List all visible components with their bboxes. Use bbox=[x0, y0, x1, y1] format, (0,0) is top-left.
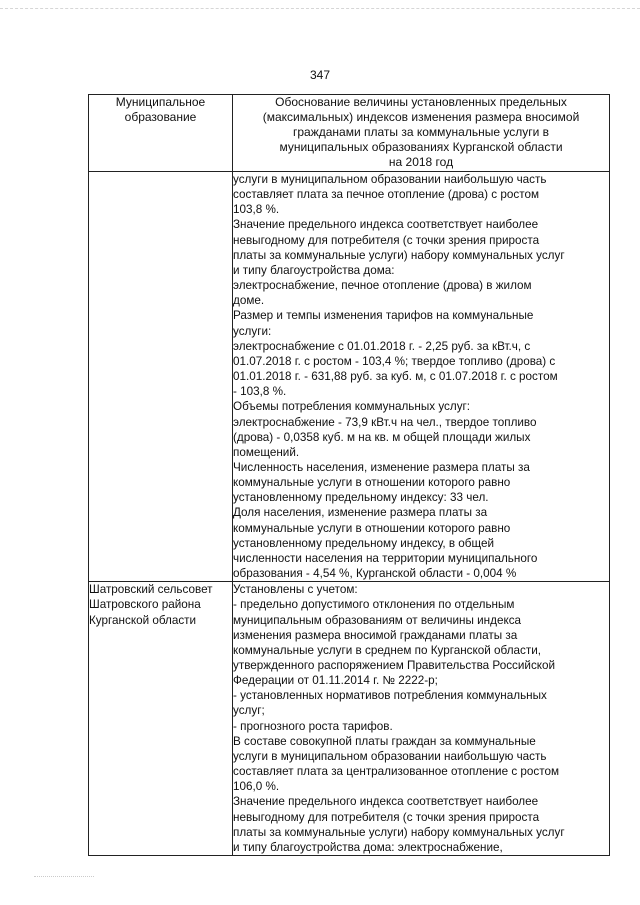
text-line: муниципальным образованиям от величины индекса bbox=[233, 613, 522, 627]
text-line: (дрова) - 0,0358 куб. м на кв. м общей площади жилых bbox=[233, 430, 531, 444]
text-line: Шатровский сельсовет bbox=[89, 583, 213, 597]
table-row bbox=[89, 582, 610, 856]
text-line: утвержденного распоряжением Правительства Российской bbox=[233, 659, 556, 672]
justification-cell bbox=[233, 582, 610, 856]
justification-cell bbox=[233, 172, 610, 582]
text-line: невыгодному для потребителя (с точки зрения прироста bbox=[233, 233, 540, 247]
text-line: электроснабжение - 73,9 кВт.ч на чел., твердое топливо bbox=[233, 415, 537, 429]
text-line: помещений. bbox=[233, 445, 300, 459]
text-line: Шатровского района bbox=[89, 598, 201, 612]
text-line: Курганской области bbox=[89, 613, 197, 627]
text-line: - предельно допустимого отклонения по отдельным bbox=[233, 598, 515, 612]
text-line: 01.01.2018 г. - 631,88 руб. за куб. м, с 01.07.2018 г. с ростом bbox=[233, 370, 558, 384]
text-line: Установлены с учетом: bbox=[233, 583, 358, 597]
text-line: составляет плата за централизованное отопление с ростом bbox=[233, 765, 560, 779]
text-line: коммунальные услуги в отношении которого равно bbox=[233, 521, 511, 535]
text-line: невыгодному для потребителя (с точки зрения прироста bbox=[233, 810, 540, 824]
text-line: - прогнозного роста тарифов. bbox=[233, 719, 393, 733]
header-justification-line: муниципальных образованиях Курганской области bbox=[279, 140, 563, 154]
header-municipality bbox=[89, 95, 233, 172]
text-line: 103,8 %. bbox=[233, 203, 280, 217]
header-justification-line: на 2018 год bbox=[388, 155, 454, 169]
page-number: 347 bbox=[309, 68, 331, 82]
text-line: Объемы потребления коммунальных услуг: bbox=[233, 400, 471, 414]
text-line: услуг; bbox=[233, 704, 265, 718]
text-line: Значение предельного индекса соответствует наиболее bbox=[233, 218, 539, 232]
text-line: 106,0 %. bbox=[233, 780, 280, 794]
text-line: и типу благоустройства дома: электроснабжение, bbox=[233, 840, 503, 854]
header-justification bbox=[233, 95, 610, 172]
scan-edge-artifact bbox=[34, 876, 94, 879]
text-line: услуги: bbox=[233, 324, 272, 338]
header-municipality-line: образование bbox=[124, 110, 197, 124]
text-line: составляет плата за печное отопление (дрова) с ростом bbox=[233, 188, 540, 202]
text-line: платы за коммунальные услуги) набору коммунальных услуг bbox=[233, 248, 565, 262]
text-line: коммунальные услуги в отношении которого равно bbox=[233, 476, 511, 490]
table-header-row bbox=[89, 95, 610, 172]
header-justification-line: гражданами платы за коммунальные услуги в bbox=[292, 125, 550, 139]
text-line: Федерации от 01.11.2014 г. № 2222-р; bbox=[233, 674, 438, 688]
header-justification-line: Обоснование величины установленных предельных bbox=[275, 95, 567, 109]
text-line: услуги в муниципальном образовании наибольшую часть bbox=[233, 749, 547, 763]
text-line: изменения размера вносимой гражданами платы за bbox=[233, 628, 518, 642]
text-line: и типу благоустройства дома: bbox=[233, 263, 395, 277]
header-municipality-line: Муниципальное bbox=[115, 95, 206, 109]
text-line: - 103,8 %. bbox=[233, 385, 287, 399]
municipality-cell bbox=[89, 582, 233, 856]
text-line: Значение предельного индекса соответствует наиболее bbox=[233, 795, 539, 809]
text-line: 01.07.2018 г. с ростом - 103,4 %; твердое топливо (дрова) с bbox=[233, 354, 556, 368]
municipality-cell bbox=[89, 172, 233, 582]
scan-edge-artifact bbox=[0, 8, 640, 11]
text-line: коммунальные услуги в среднем по Курганской области, bbox=[233, 643, 541, 657]
text-line: электроснабжение с 01.01.2018 г. - 2,25 руб. за кВт.ч, с bbox=[233, 339, 531, 353]
text-line: доме. bbox=[233, 294, 265, 308]
justification-table bbox=[88, 94, 610, 856]
text-line: численности населения на территории муниципального bbox=[233, 551, 538, 565]
text-line: Численность населения, изменение размера платы за bbox=[233, 460, 530, 474]
text-line: образования - 4,54 %, Курганской области - 0,004 % bbox=[233, 567, 517, 581]
text-line: электроснабжение, печное отопление (дрова) в жилом bbox=[233, 279, 532, 293]
text-line: установленному предельному индексу: 33 чел. bbox=[233, 491, 489, 505]
text-line: платы за коммунальные услуги) набору коммунальных услуг bbox=[233, 825, 565, 839]
header-justification-line: (максимальных) индексов изменения размера вносимой bbox=[262, 110, 580, 124]
text-line: услуги в муниципальном образовании наибольшую часть bbox=[233, 173, 547, 186]
text-line: Размер и темпы изменения тарифов на коммунальные bbox=[233, 309, 534, 323]
text-line: В составе совокупной платы граждан за коммунальные bbox=[233, 734, 536, 748]
text-line: Доля населения, изменение размера платы за bbox=[233, 506, 488, 520]
table-row bbox=[89, 172, 610, 582]
text-line: установленному предельному индексу, в общей bbox=[233, 536, 495, 550]
text-line: - установленных нормативов потребления коммунальных bbox=[233, 689, 547, 703]
